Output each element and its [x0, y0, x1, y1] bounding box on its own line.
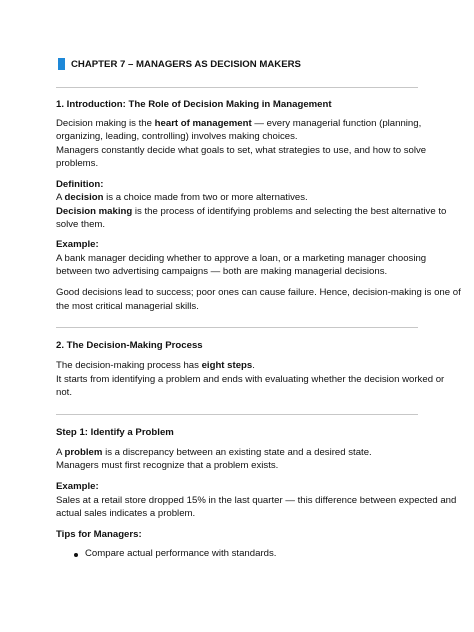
text-run: — every managerial function (planning,: [251, 118, 422, 129]
paragraph-line: not.: [56, 387, 73, 398]
tips-label: Tips for Managers:: [56, 529, 142, 540]
example-label: Example:: [56, 481, 99, 492]
text-run-bold: eight steps: [201, 360, 253, 371]
text-run: The decision-making process has: [56, 360, 202, 371]
paragraph-line: Sales at a retail store dropped 15% in the last quarter — this difference between expected and: [56, 495, 457, 506]
section-heading: 2. The Decision-Making Process: [56, 340, 203, 351]
bullet-icon: [74, 553, 78, 557]
paragraph-line: [56, 206, 446, 218]
example-label: Example:: [56, 239, 99, 250]
divider: [56, 414, 418, 415]
paragraph-line: It starts from identifying a problem and ends with evaluating whether the decision worked or: [56, 374, 445, 385]
paragraph-line: organizing, leading, controlling) involves making choices.: [56, 131, 298, 142]
paragraph-line: [56, 118, 421, 130]
chapter-marker-icon: [58, 58, 65, 70]
paragraph-line: A bank manager deciding whether to approve a loan, or a marketing manager choosing: [56, 253, 427, 264]
text-run: is a discrepancy between an existing state and a desired state.: [102, 447, 372, 458]
paragraph-line: actual sales indicates a problem.: [56, 508, 196, 519]
paragraph-line: Good decisions lead to success; poor ones can cause failure. Hence, decision-making is one of: [56, 287, 461, 298]
paragraph-line: the most critical managerial skills.: [56, 301, 199, 312]
text-run-bold: problem: [64, 447, 103, 458]
paragraph-line: between two advertising campaigns — both are making managerial decisions.: [56, 266, 388, 277]
paragraph-line: Managers must first recognize that a problem exists.: [56, 460, 279, 471]
text-run: is the process of identifying problems and selecting the best alternative to: [132, 206, 447, 217]
text-run: .: [252, 360, 255, 371]
text-run-bold: decision: [64, 192, 104, 203]
text-run: A: [56, 447, 65, 458]
text-run: Decision making is the: [56, 118, 155, 129]
text-run: is a choice made from two or more alternatives.: [103, 192, 308, 203]
paragraph-line: [56, 447, 372, 459]
text-run-bold: Decision making: [56, 206, 133, 217]
paragraph-line: [56, 192, 308, 204]
divider: [56, 327, 418, 328]
chapter-title: CHAPTER 7 – MANAGERS AS DECISION MAKERS: [71, 59, 301, 70]
list-item: Compare actual performance with standards.: [85, 548, 277, 559]
text-run-bold: heart of management: [154, 118, 252, 129]
paragraph-line: Managers constantly decide what goals to set, what strategies to use, and how to solve: [56, 145, 427, 156]
paragraph-line: [56, 360, 255, 372]
paragraph-line: solve them.: [56, 219, 106, 230]
text-run: A: [56, 192, 65, 203]
divider: [56, 87, 418, 88]
definition-label: Definition:: [56, 179, 104, 190]
step-heading: Step 1: Identify a Problem: [56, 427, 174, 438]
section-heading: 1. Introduction: The Role of Decision Making in Management: [56, 99, 332, 110]
paragraph-line: problems.: [56, 158, 99, 169]
